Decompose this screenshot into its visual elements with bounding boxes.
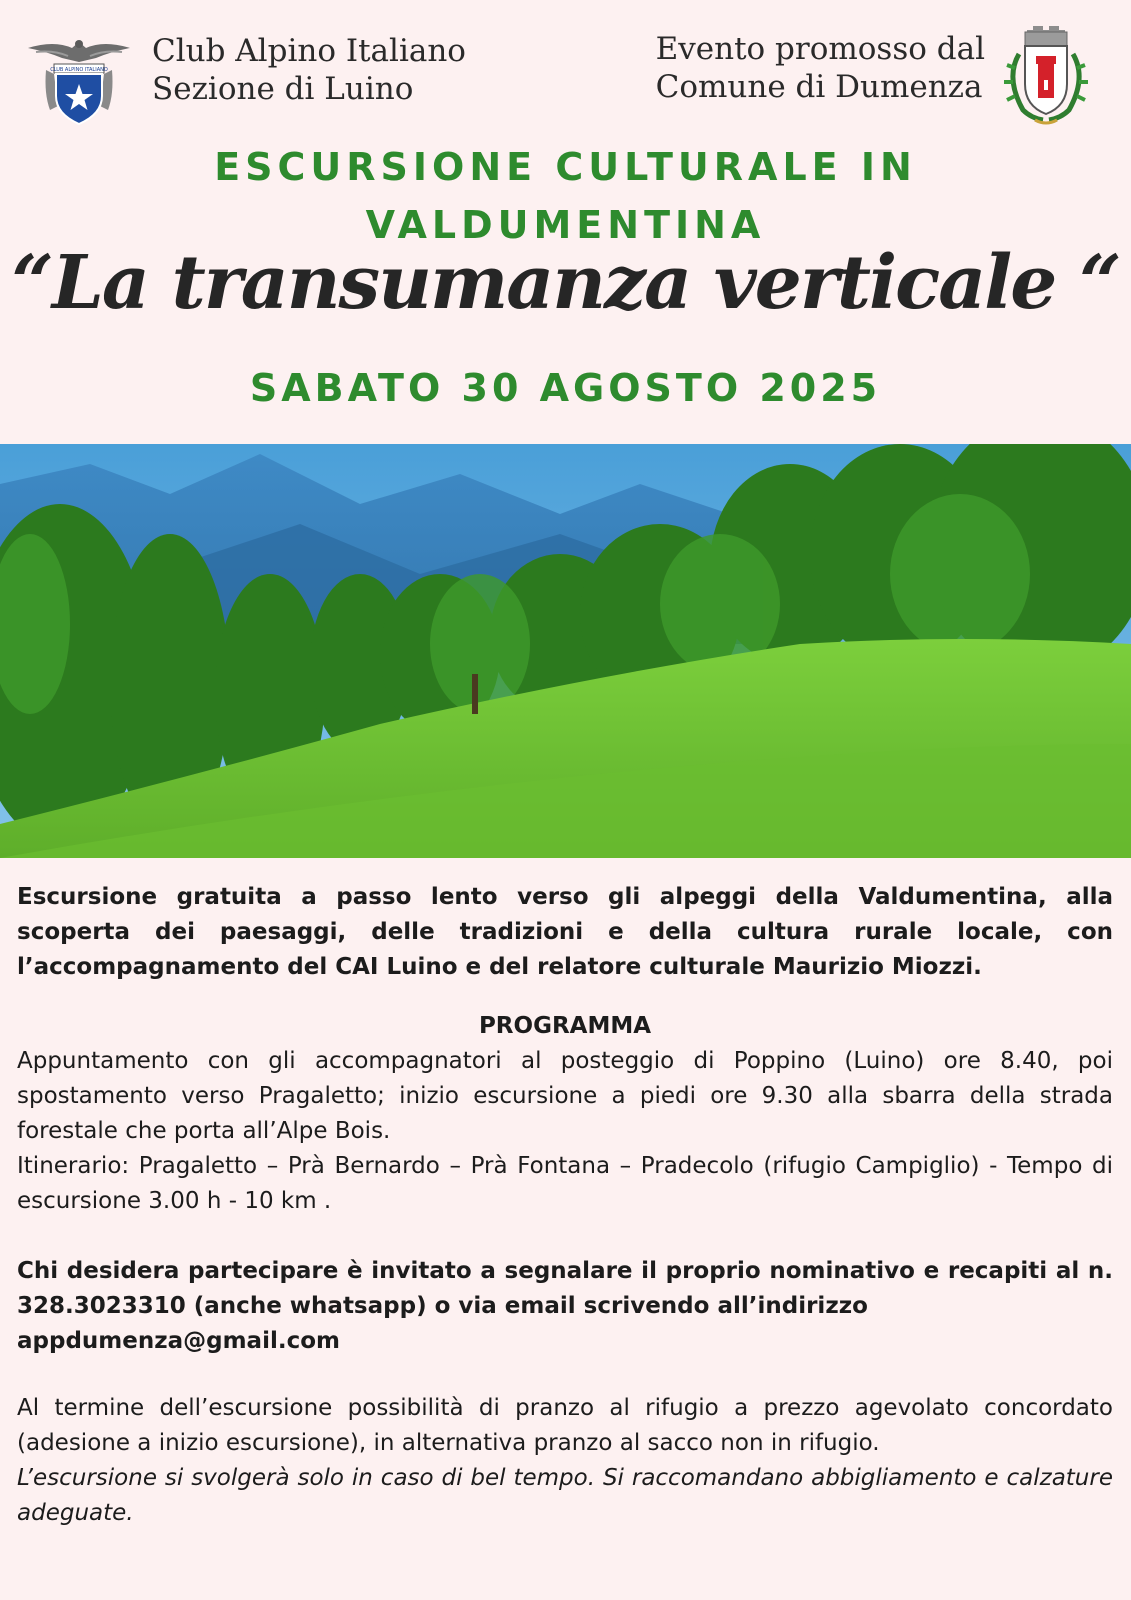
event-title: “La transumanza verticale “	[11, 240, 1120, 326]
intro-paragraph: Escursione gratuita a passo lento verso gli alpeggi della Valdumentina, alla scoperta dei paesaggi, delle tradizioni e della cultura rurale locale, con l’accompagnamento del CAI Luino e del relatore culturale Maurizio Miozzi.	[17, 884, 1113, 980]
promoter-line-2: Comune di Dumenza	[655, 69, 983, 105]
valley-landscape-photo	[0, 444, 1131, 858]
contact-text: Chi desidera partecipare è invitato a segnalare il proprio nominativo e recapiti al n. 328.3023310 (anche whatsapp) o via email scrivendo all’indirizzo	[17, 1258, 1113, 1319]
itinerary-paragraph: Itinerario: Pragaletto – Prà Bernardo – Prà Fontana – Pradecolo (rifugio Campiglio) - Tempo di escursione 3.00 h - 10 km .	[17, 1153, 1113, 1214]
kicker-line-2: VALDUMENTINA	[365, 203, 766, 247]
program-heading: PROGRAMMA	[478, 1013, 652, 1039]
program-paragraph: Appuntamento con gli accompagnatori al posteggio di Poppino (Luino) ore 8.40, poi spostamento verso Pragaletto; inizio escursione a piedi ore 9.30 alla sbarra della strada forestale che porta all’Alpe Bois.	[17, 1048, 1113, 1144]
comune-crest-icon	[1001, 24, 1091, 128]
cai-line-2: Sezione di Luino	[152, 71, 414, 107]
cai-section-name	[152, 32, 466, 108]
contact-email[interactable]: appdumenza@gmail.com	[17, 1328, 340, 1354]
contact-paragraph	[17, 1254, 1113, 1359]
cai-line-1: Club Alpino Italiano	[152, 33, 466, 69]
promoter-text	[656, 30, 985, 106]
poster-body	[17, 880, 1113, 1531]
cai-logo-icon	[24, 34, 134, 130]
event-date: SABATO 30 AGOSTO 2025	[249, 366, 882, 410]
event-kicker	[0, 138, 1131, 254]
cai-logo-text: CLUB ALPINO ITALIANO	[50, 67, 108, 73]
weather-note: L’escursione si svolgerà solo in caso di bel tempo. Si raccomandano abbigliamento e calzature adeguate.	[17, 1465, 1113, 1526]
poster-header	[0, 0, 1131, 440]
lunch-paragraph: Al termine dell’escursione possibilità di pranzo al rifugio a prezzo agevolato concordato (adesione a inizio escursione), in alternativa pranzo al sacco non in rifugio.	[17, 1395, 1113, 1456]
kicker-line-1: ESCURSIONE CULTURALE IN	[214, 145, 917, 189]
promoter-line-1: Evento promosso dal	[655, 31, 985, 67]
